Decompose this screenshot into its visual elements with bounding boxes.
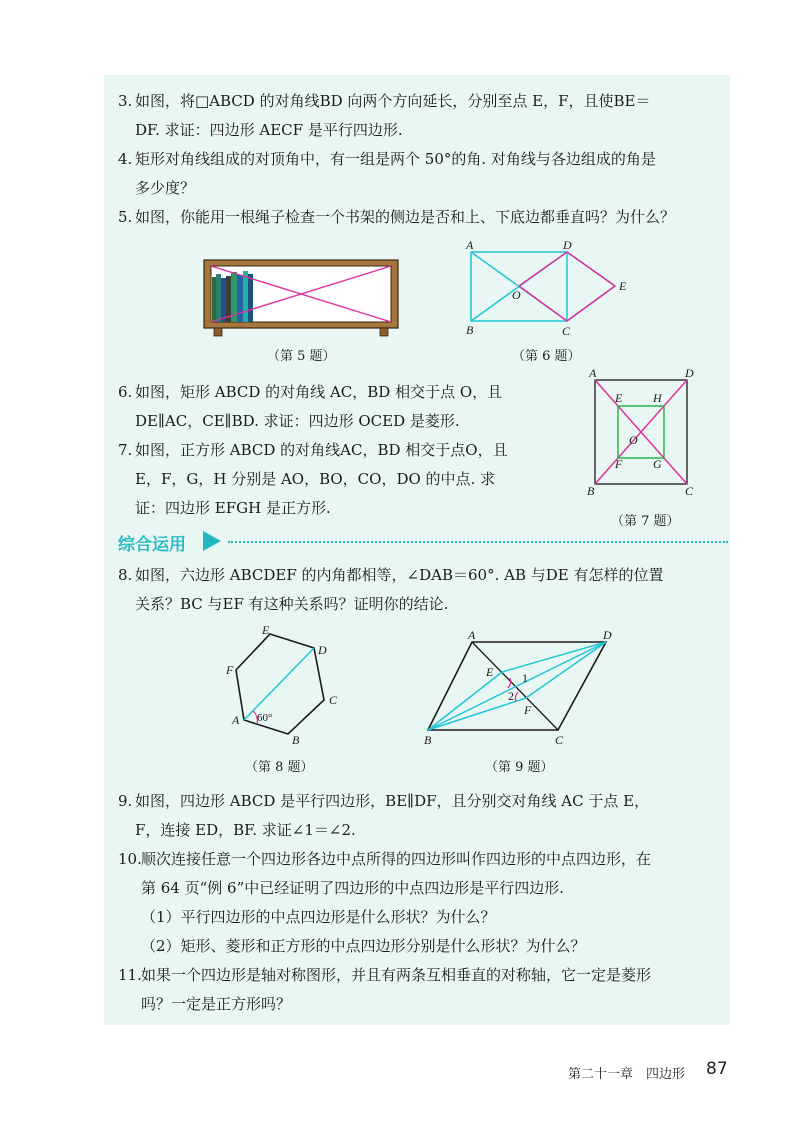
book: [216, 274, 221, 322]
book: [237, 275, 243, 322]
question-number: 4.: [118, 150, 133, 168]
figure-9-parallelogram: [420, 626, 624, 750]
segment-ec: [567, 286, 615, 321]
question-5: [118, 203, 675, 232]
label-a: A: [466, 238, 474, 252]
label-b: B: [587, 484, 595, 498]
label-h: H: [653, 391, 662, 405]
question-number: 3.: [118, 92, 133, 110]
question-text: 第 64 页“例 6”中已经证明了四边形的中点四边形是平行四边形.: [141, 879, 565, 897]
question-4: [118, 145, 656, 203]
question-11: [118, 961, 651, 1019]
label-f: F: [226, 663, 234, 677]
footer-chapter: 第二十一章: [568, 1067, 634, 1082]
question-text: 关系？BC 与EF 有这种关系吗？证明你的结论.: [135, 595, 449, 613]
angle-label: 60°: [257, 712, 273, 724]
caption-fig9: （第 9 题）: [485, 760, 554, 775]
label-a: A: [468, 628, 476, 642]
label-e: E: [619, 279, 627, 293]
label-c: C: [562, 324, 571, 338]
question-3: [118, 87, 651, 145]
label-o: O: [512, 288, 521, 302]
figure-6: [460, 236, 640, 346]
figure-5-bookshelf: [198, 256, 404, 340]
question-7: [118, 436, 508, 523]
question-number: 9.: [118, 792, 133, 810]
shelf-leg: [380, 328, 388, 336]
label-b: B: [292, 733, 300, 747]
question-text: 如图，矩形 ABCD 的对角线 AC，BD 相交于点 O，且: [135, 383, 503, 401]
question-number: 7.: [118, 441, 133, 459]
label-a: A: [589, 366, 597, 380]
question-text: 吗？一定是正方形吗？: [141, 995, 292, 1013]
book: [212, 277, 216, 322]
sub-question: （1）平行四边形的中点四边形是什么形状？为什么？: [141, 908, 496, 926]
question-text: 如图，六边形 ABCDEF 的内角都相等，∠DAB＝60°. AB 与DE 有怎样的位置: [135, 566, 664, 584]
question-9: [118, 787, 649, 845]
label-o: O: [629, 433, 638, 447]
question-text: 矩形对角线组成的对顶角中，有一组是两个 50°的角. 对角线与各边组成的角是: [135, 150, 656, 168]
book: [226, 276, 231, 322]
question-8: [118, 561, 663, 619]
caption-fig6: （第 6 题）: [512, 349, 581, 364]
question-number: 11.: [118, 966, 142, 984]
caption-fig5: （第 5 题）: [267, 349, 336, 364]
label-1: 1: [522, 671, 528, 685]
question-text: 如图，将□ABCD 的对角线BD 向两个方向延长，分别至点 E，F，且使BE＝: [135, 92, 651, 110]
label-c: C: [685, 484, 694, 498]
footer-title: 四边形: [646, 1067, 686, 1082]
sub-question: （2）矩形、菱形和正方形的中点四边形分别是什么形状？为什么？: [141, 937, 586, 955]
segment-de: [567, 252, 615, 286]
page-number: 87: [706, 1059, 728, 1079]
figure-7: [583, 364, 699, 502]
section-divider: [228, 541, 728, 543]
question-text: 如图，四边形 ABCD 是平行四边形，BE∥DF，且分别交对角线 AC 于点 E，: [135, 792, 650, 810]
question-text: DE∥AC，CE∥BD. 求证：四边形 OCED 是菱形.: [135, 412, 460, 430]
shelf-leg: [214, 328, 222, 336]
segment-be: [428, 672, 502, 730]
label-e: E: [615, 391, 623, 405]
label-e: E: [262, 623, 270, 637]
label-g: G: [653, 457, 662, 471]
segment-fd: [526, 642, 606, 698]
label-b: B: [466, 323, 474, 337]
question-text: 顺次连接任意一个四边形各边中点所得的四边形叫作四边形的中点四边形，在: [141, 850, 652, 868]
question-number: 6.: [118, 383, 133, 401]
caption-fig8: （第 8 题）: [245, 760, 314, 775]
segment-od: [519, 252, 567, 286]
label-f: F: [615, 457, 623, 471]
question-text: F，连接 ED，BF. 求证∠1＝∠2.: [135, 821, 356, 839]
label-a: A: [232, 713, 240, 727]
segment-oc: [519, 286, 567, 321]
label-e: E: [486, 665, 494, 679]
question-number: 8.: [118, 566, 133, 584]
label-d: D: [603, 628, 612, 642]
question-10: [118, 845, 651, 961]
caption-fig7: （第 7 题）: [611, 514, 680, 529]
question-text: 多少度？: [135, 179, 196, 197]
label-d: D: [563, 238, 572, 252]
label-2: 2: [508, 689, 514, 703]
label-f: F: [524, 703, 532, 717]
question-6: [118, 378, 502, 436]
segments-de-ec: [567, 252, 615, 321]
label-d: D: [318, 643, 327, 657]
section-title: 综合运用: [118, 535, 186, 555]
book: [243, 271, 248, 322]
question-text: E，F，G，H 分别是 AO，BO，CO，DO 的中点. 求: [135, 470, 496, 488]
figure-8-hexagon: [228, 620, 358, 746]
label-c: C: [555, 733, 564, 747]
question-text: 如图，正方形 ABCD 的对角线AC，BD 相交于点O，且: [135, 441, 508, 459]
label-b: B: [424, 733, 432, 747]
section-arrow-icon: [203, 531, 221, 551]
book: [221, 278, 226, 322]
segment-ad: [244, 648, 314, 720]
diagonal-bd: [428, 642, 606, 730]
label-d: D: [685, 366, 694, 380]
question-number: 5.: [118, 208, 133, 226]
label-c: C: [329, 693, 338, 707]
question-number: 10.: [118, 850, 142, 868]
question-text: 如图，你能用一根绳子检查一个书架的侧边是否和上、下底边都垂直吗？为什么？: [135, 208, 676, 226]
question-text: 如果一个四边形是轴对称图形，并且有两条互相垂直的对称轴，它一定是菱形: [141, 966, 652, 984]
question-text: 证：四边形 EFGH 是正方形.: [135, 499, 331, 517]
book: [248, 274, 253, 322]
question-text: DF. 求证：四边形 AECF 是平行四边形.: [135, 121, 403, 139]
